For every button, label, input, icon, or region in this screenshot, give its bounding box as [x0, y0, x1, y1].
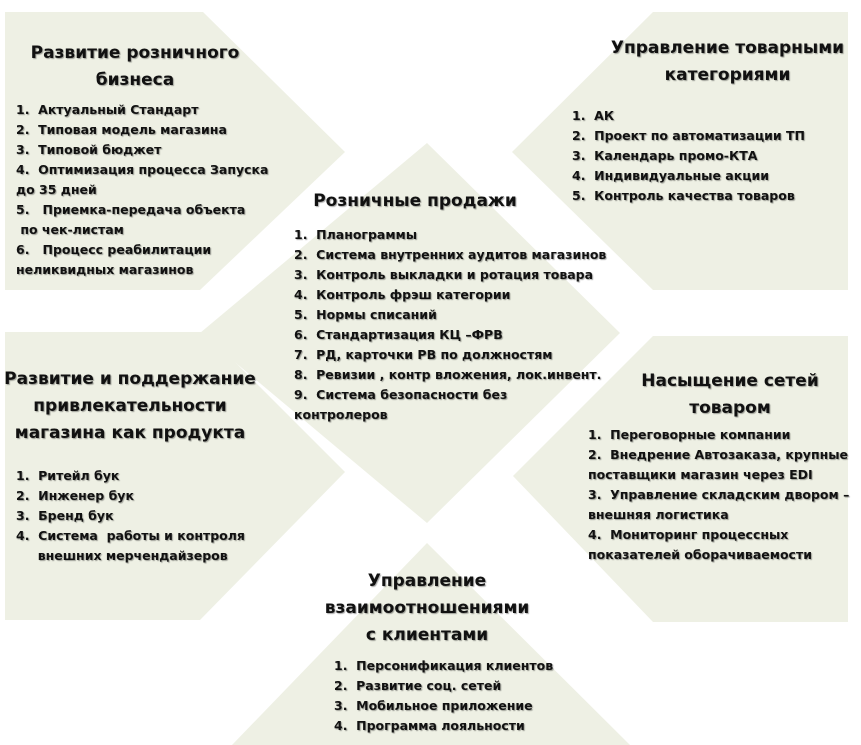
list-item: 2. Инженер бук	[16, 488, 134, 503]
retail-development-title-line: Развитие розничного	[30, 43, 240, 63]
list-item: 9. Система безопасности без	[294, 387, 508, 402]
category-management-list	[572, 106, 805, 206]
list-item: 1. Переговорные компании	[588, 427, 791, 442]
list-item: до 35 дней	[16, 182, 97, 197]
network-supply-title-line: Насыщение сетей	[641, 371, 819, 391]
list-item: 3. Мобильное приложение	[334, 698, 533, 713]
client-relations-title	[312, 568, 542, 649]
retail-sales-title-line: Розничные продажи	[313, 191, 517, 211]
client-relations-title-line: Управление	[367, 571, 487, 591]
list-item: 4. Индивидуальные акции	[572, 168, 769, 183]
list-item: 4. Оптимизация процесса Запуска	[16, 162, 269, 177]
retail-sales-list	[294, 225, 606, 425]
category-management-title	[600, 35, 855, 89]
list-item: 4. Мониторинг процессных	[588, 527, 789, 542]
category-management-title-line: категориями	[664, 65, 791, 85]
list-item: 2. Проект по автоматизации ТП	[572, 128, 805, 143]
list-item: 2. Развитие соц. сетей	[334, 678, 502, 693]
store-attractiveness-list	[16, 466, 245, 566]
category-management-title-line: Управление товарными	[610, 38, 845, 58]
store-attractiveness-title	[2, 366, 258, 447]
client-relations-list	[334, 656, 553, 736]
store-attractiveness-title-line: Развитие и поддержание	[4, 369, 256, 389]
list-item: 6. Стандартизация КЦ –ФРВ	[294, 327, 503, 342]
retail-development-title	[10, 40, 260, 94]
list-item: показателей оборачиваемости	[588, 547, 812, 562]
list-item: 1. Персонификация клиентов	[334, 658, 554, 673]
client-relations-title-line: взаимоотношениями	[324, 598, 530, 618]
retail-development-block	[10, 40, 260, 94]
list-item: 3. Календарь промо-КТА	[572, 148, 758, 163]
list-item: внешняя логистика	[588, 507, 729, 522]
list-item: 1. АК	[572, 108, 615, 123]
list-item: внешних мерчендайзеров	[16, 548, 228, 563]
list-item: контролеров	[294, 407, 388, 422]
retail-development-list	[16, 100, 268, 280]
list-item: 2. Внедрение Автозаказа, крупные	[588, 447, 849, 462]
retail-development-title-line: бизнеса	[95, 70, 175, 90]
list-item: 4. Программа лояльности	[334, 718, 525, 733]
list-item: 4. Контроль фрэш категории	[294, 287, 511, 302]
list-item: 5. Приемка-передача объекта	[16, 202, 246, 217]
list-item: 5. Контроль качества товаров	[572, 188, 795, 203]
list-item: 7. РД, карточки РВ по должностям	[294, 347, 553, 362]
list-item: 2. Типовая модель магазина	[16, 122, 227, 137]
list-item: 8. Ревизии , контр вложения, лок.инвент.	[294, 367, 602, 382]
store-attractiveness-title-line: привлекательности	[33, 396, 227, 416]
list-item: 5. Нормы списаний	[294, 307, 437, 322]
store-attractiveness-title-line: магазина как продукта	[14, 423, 246, 443]
list-item: 6. Процесс реабилитации	[16, 242, 212, 257]
list-item: 3. Типовой бюджет	[16, 142, 162, 157]
list-item: 1. Планограммы	[294, 227, 418, 242]
retail-sales-title	[300, 188, 530, 215]
client-relations-title-line: с клиентами	[365, 625, 489, 645]
network-supply-list	[588, 425, 849, 565]
list-item: 1. Актуальный Стандарт	[16, 102, 199, 117]
list-item: 3. Контроль выкладки и ротация товара	[294, 267, 594, 282]
list-item: 3. Бренд бук	[16, 508, 114, 523]
list-item: поставщики магазин через EDI	[588, 467, 813, 482]
list-item: 2. Система внутренних аудитов магазинов	[294, 247, 607, 262]
list-item: 4. Система работы и контроля	[16, 528, 245, 543]
list-item: 1. Ритейл бук	[16, 468, 120, 483]
network-supply-title-line: товаром	[689, 398, 771, 418]
network-supply-title	[620, 368, 840, 422]
list-item: по чек-листам	[16, 222, 124, 237]
list-item: неликвидных магазинов	[16, 262, 194, 277]
list-item: 3. Управление складским двором –	[588, 487, 850, 502]
